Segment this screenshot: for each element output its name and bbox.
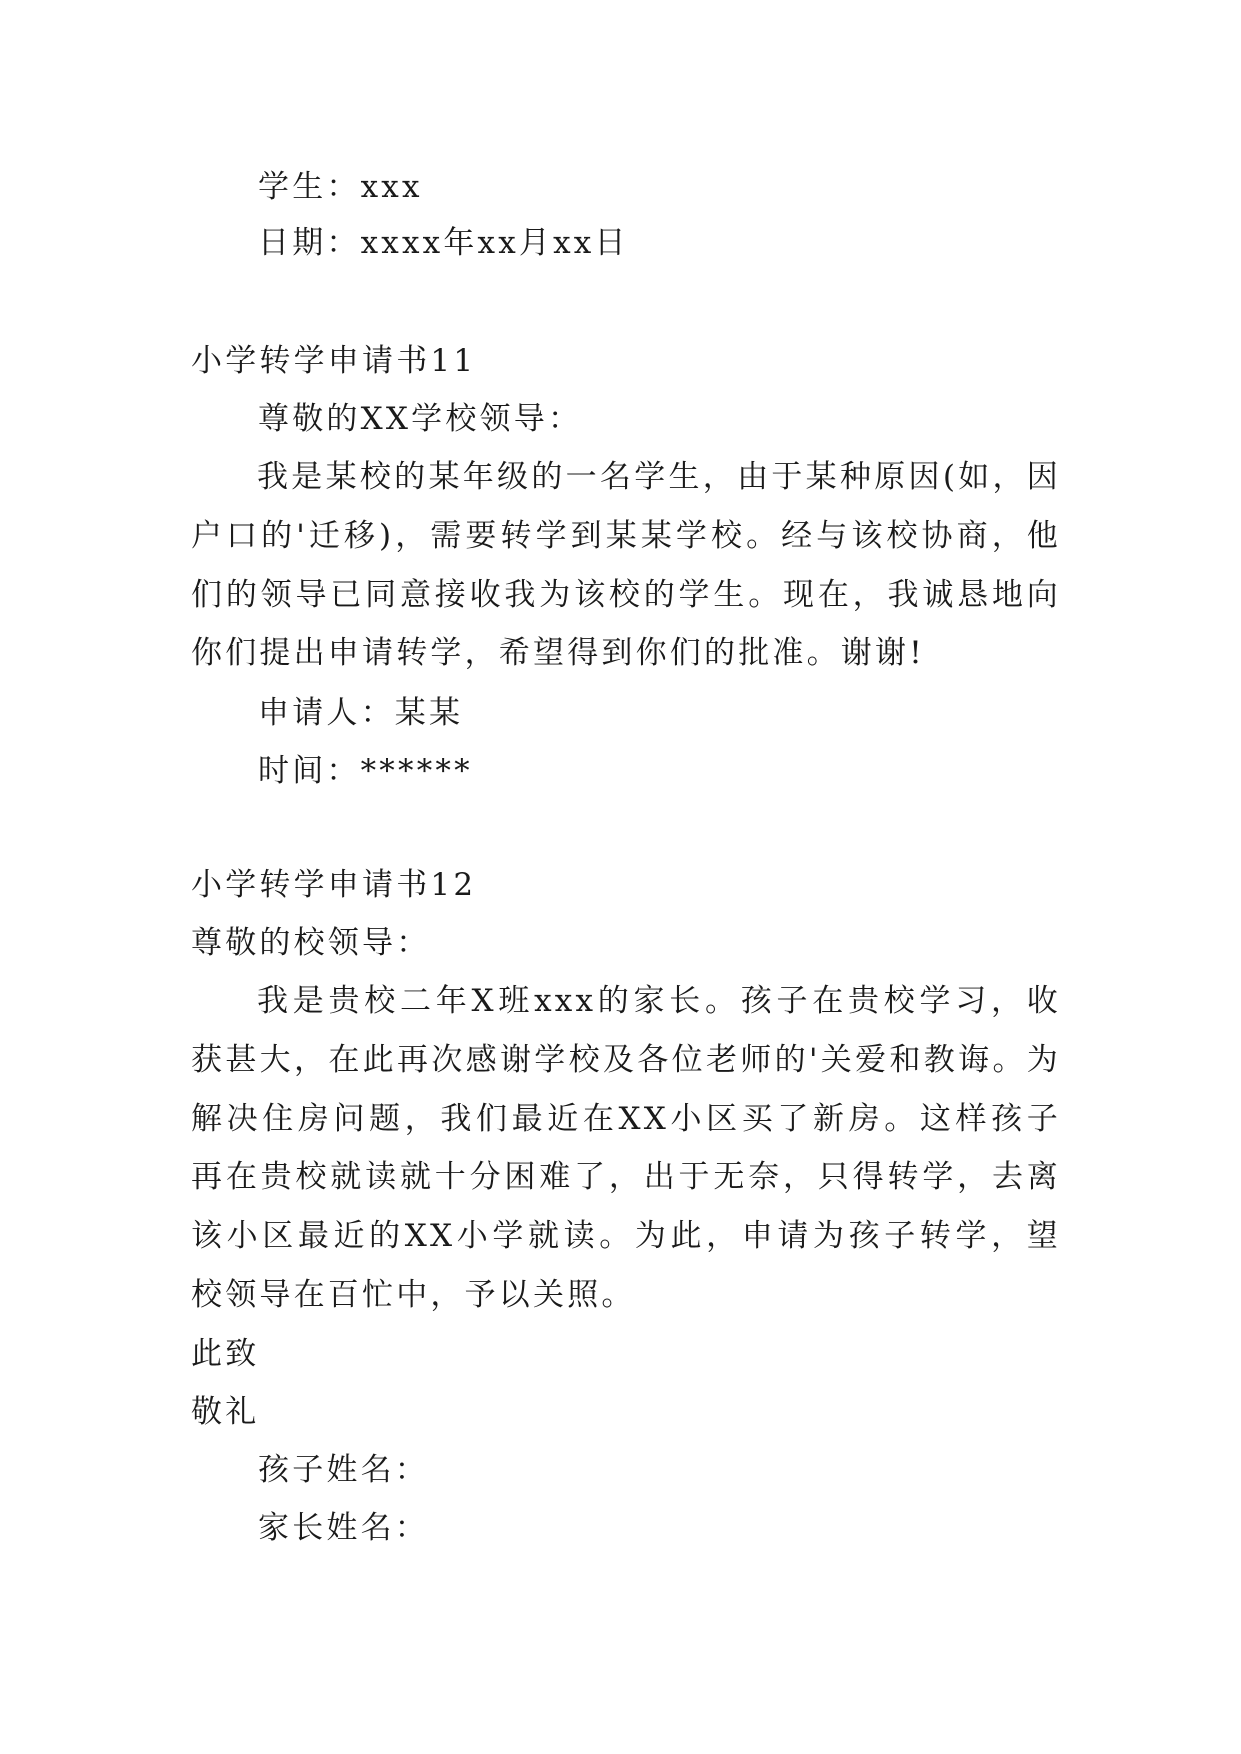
- section-12-title: 小学转学申请书12: [191, 867, 477, 903]
- closing-jingli: 敬礼: [191, 1394, 260, 1430]
- section-11-applicant: 申请人：某某: [258, 695, 464, 731]
- student-line: 学生：xxx: [258, 169, 423, 205]
- section-11-time: 时间：******: [258, 753, 473, 789]
- section-12-salutation: 尊敬的校领导：: [191, 925, 431, 961]
- parent-name-line: 家长姓名：: [258, 1510, 429, 1546]
- section-11-salutation: 尊敬的XX学校领导：: [258, 401, 583, 437]
- closing-zhici: 此致: [191, 1336, 260, 1372]
- section-12-body: 我是贵校二年X班xxx的家长。孩子在贵校学习，收获甚大，在此再次感谢学校及各位老师的'关爱和教诲。为解决住房问题，我们最近在XX小区买了新房。这样孩子再在贵校就读就十分困难了，出于无奈，只得转学，去离该小区最近的XX小学就读。为此，申请为孩子转学，望校领导在百忙中，予以关照。: [191, 983, 1061, 1313]
- section-11-body: 我是某校的某年级的一名学生，由于某种原因(如，因户口的'迁移)，需要转学到某某学校。经与该校协商，他们的领导已同意接收我为该校的学生。现在，我诚恳地向你们提出申请转学，希望得到你们的批准。谢谢!: [191, 459, 1061, 672]
- child-name-line: 孩子姓名：: [258, 1452, 429, 1488]
- date-line: 日期：xxxx年xx月xx日: [258, 225, 629, 261]
- section-11-title: 小学转学申请书11: [191, 343, 477, 379]
